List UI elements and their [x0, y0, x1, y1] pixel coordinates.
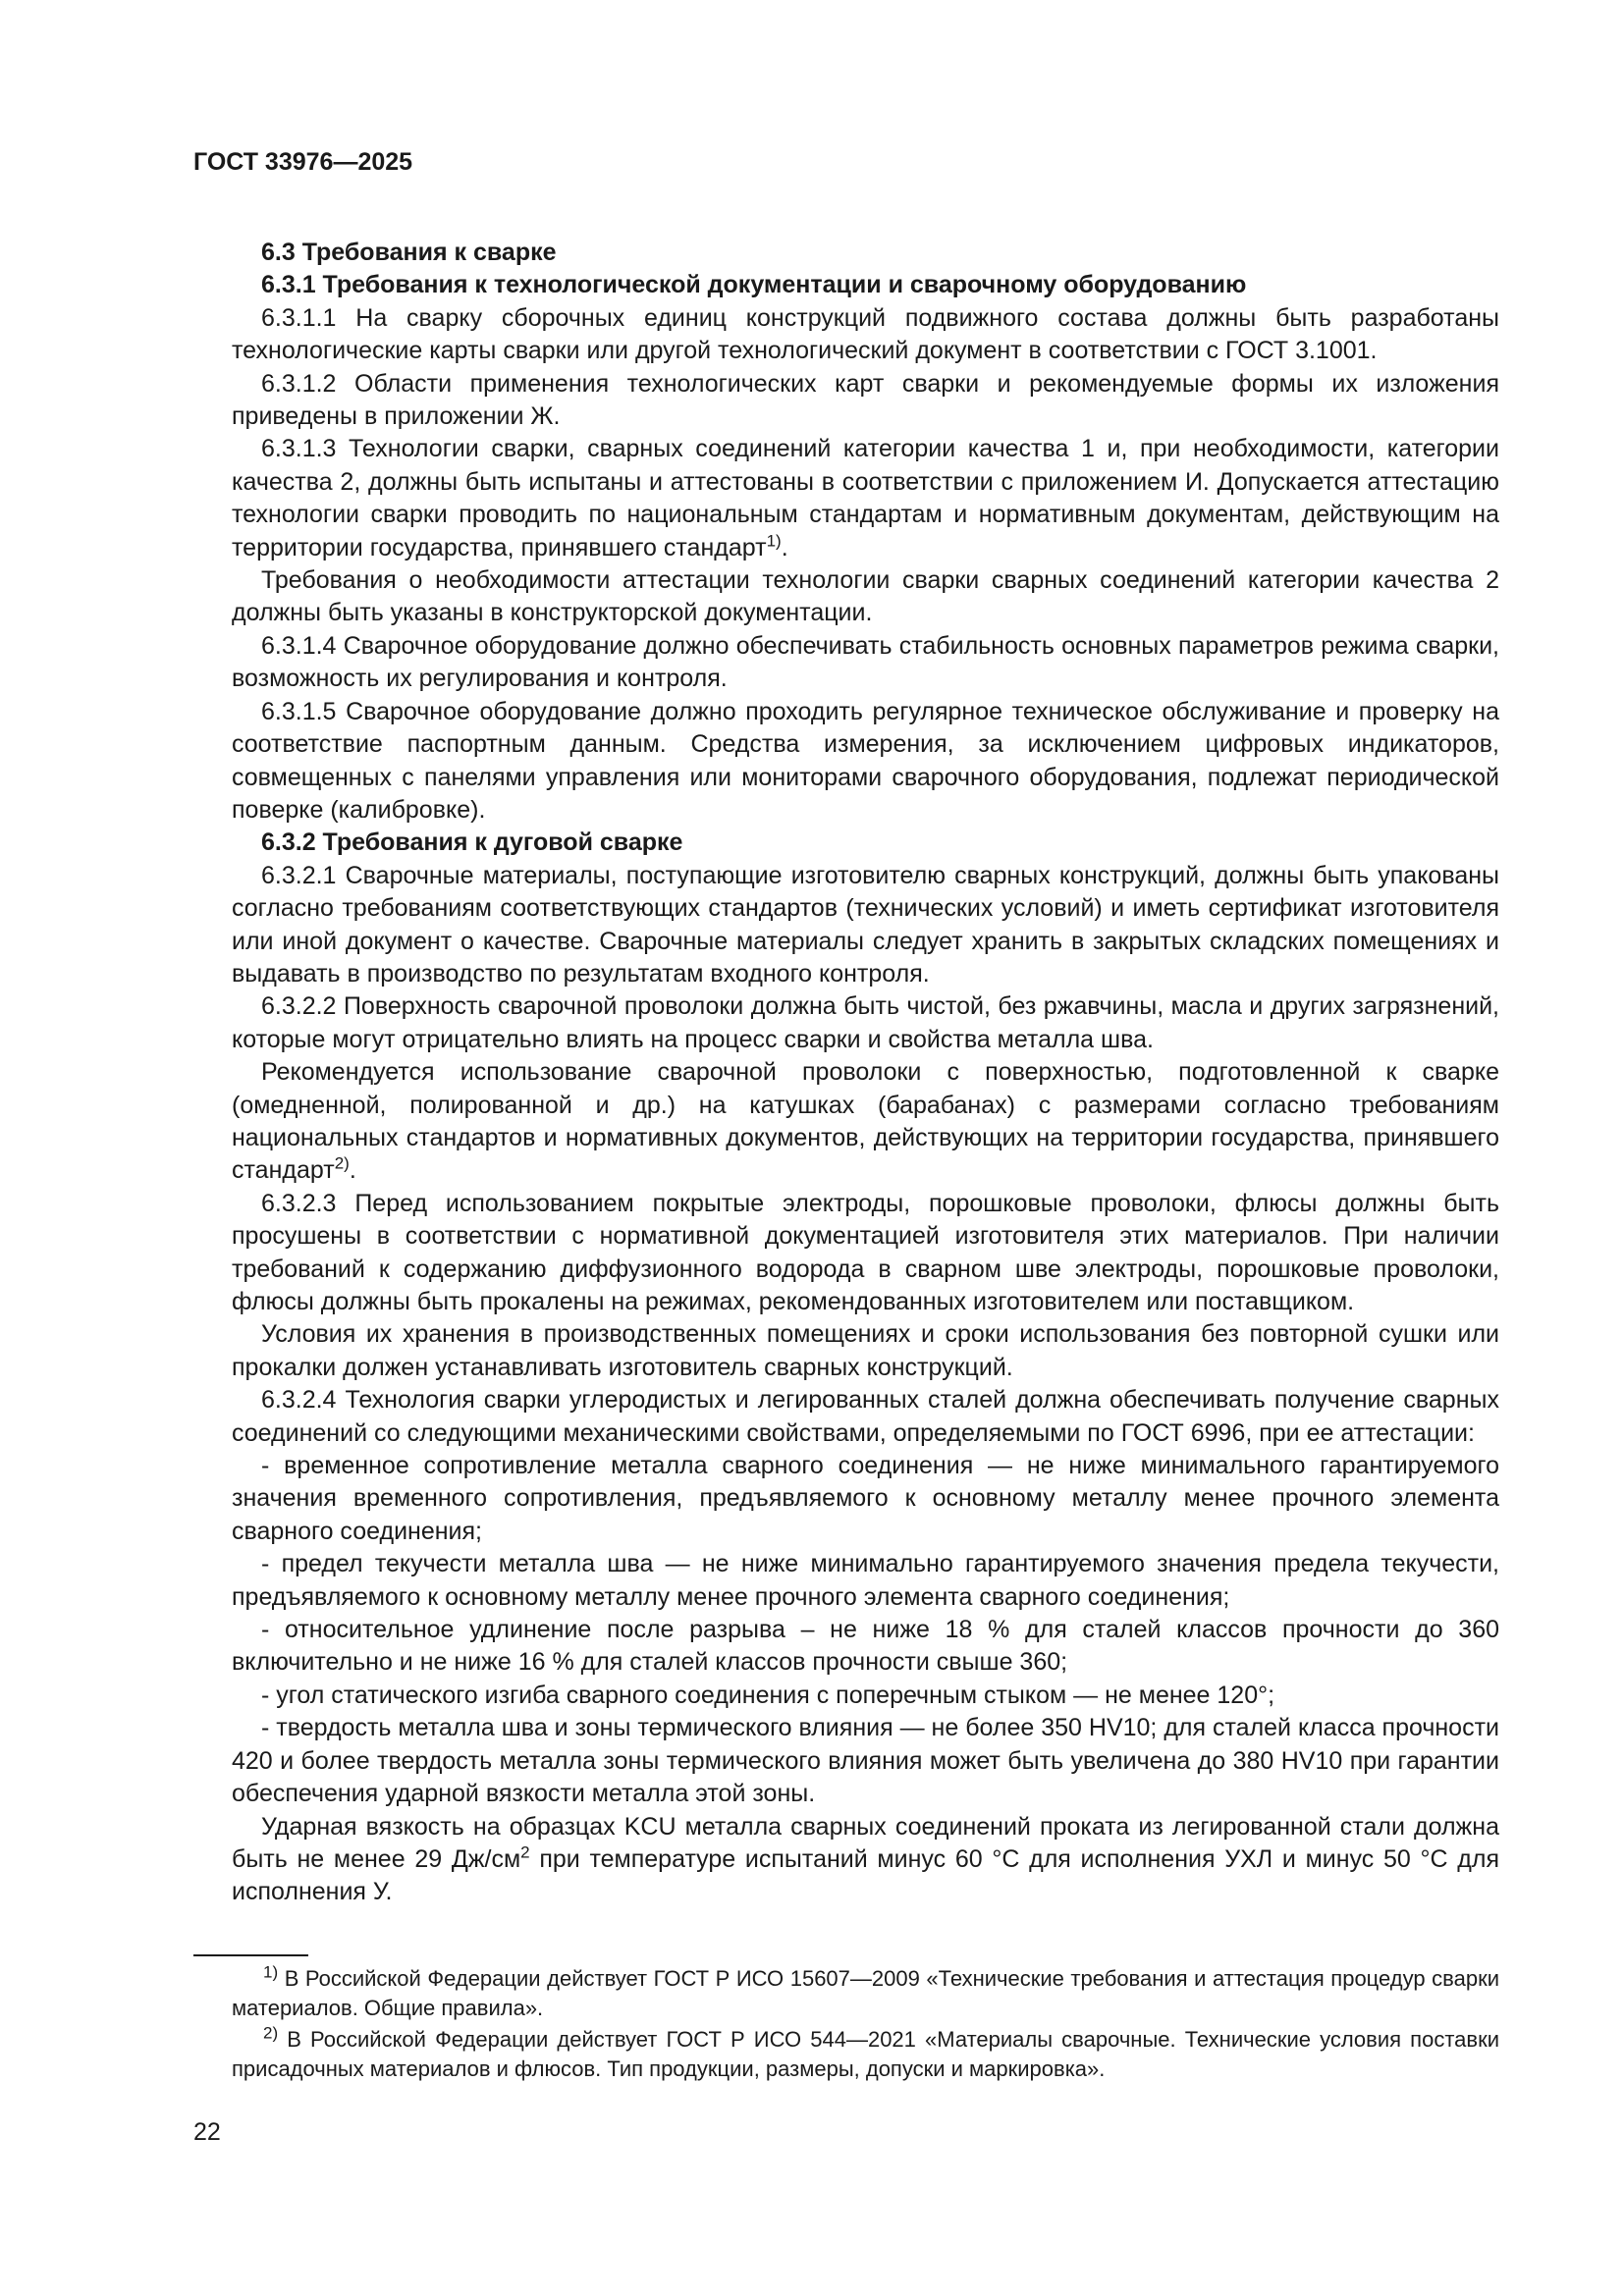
subsection-heading: 6.3.1 Требования к технологической документации и сварочному оборудованию [261, 271, 1247, 299]
paragraph-text: Ударная вязкость на образцах KCU металла сварных соединений проката из легированной стали должна быть не менее 29 Дж/см [232, 1812, 1499, 1873]
list-item: - относительное удлинение после разрыва – не ниже 18 % для сталей классов прочности до 360 включительно и не ниже 16 % для сталей классов прочности свыше 360; [232, 1616, 1499, 1677]
superscript: 2 [520, 1842, 530, 1862]
paragraph: 6.3.1.2 Области применения технологических карт сварки и рекомендуемые формы их изложения приведены в приложении Ж. [232, 369, 1499, 431]
document-header: ГОСТ 33976—2025 [193, 148, 413, 176]
paragraph: Требования о необходимости аттестации технологии сварки сварных соединений категории качества 2 должны быть указаны в конструкторской документации. [232, 566, 1499, 627]
section-heading: 6.3 Требования к сварке [261, 239, 557, 266]
footnote-divider [193, 1954, 308, 1956]
paragraph: 6.3.2.3 Перед использованием покрытые электроды, порошковые проволоки, флюсы должны быть просушены в соответствии с нормативной документацией изготовителя этих материалов. При наличии требований к содержанию диффузионного водорода в сварном шве электроды, порошковые проволоки, флюсы должны быть прокалены на режимах, рекомендованных изготовителем или поставщиком. [232, 1189, 1499, 1315]
footnote-marker: 2) [263, 2023, 279, 2043]
paragraph: 6.3.1.5 Сварочное оборудование должно проходить регулярное техническое обслуживание и проверку на соответствие паспортным данным. Средства измерения, за исключением цифровых индикаторов, совмещенных с панелями управления или мониторами сварочного оборудования, подлежат периодической поверке (калибровке). [232, 697, 1499, 824]
paragraph [232, 1056, 1499, 1188]
paragraph: 6.3.1.1 На сварку сборочных единиц конструкций подвижного состава должны быть разработаны технологические карты сварки или другой технологический документ в соответствии с ГОСТ 3.1001. [232, 303, 1499, 365]
list-item: - временное сопротивление металла сварного соединения — не ниже минимального гарантируемого значения временного сопротивления, предъявляемого к основному металлу менее прочного элемента сварного соединения; [232, 1452, 1499, 1545]
list-item: - предел текучести металла шва — не ниже минимально гарантируемого значения предела текучести, предъявляемого к основному металлу менее прочного элемента сварного соединения; [232, 1550, 1499, 1611]
footnote-ref-2: 2) [334, 1154, 350, 1174]
paragraph-text: Рекомендуется использование сварочной проволоки с поверхностью, подготовленной к сварке (омедненной, полированной и др.) на катушках (барабанах) с размерами согласно требованиям национальных стандартов и нормативных документов, действующих на территории государства, принявшего стандарт [232, 1058, 1499, 1185]
footnote-marker: 1) [263, 1962, 279, 1982]
paragraph: 6.3.2.1 Сварочные материалы, поступающие изготовителю сварных конструкций, должны быть упакованы согласно требованиям соответствующих стандартов (технических условий) и иметь сертификат изготовителя или иной документ о качестве. Сварочные материалы следует хранить в закрытых складских помещениях и выдавать в производство по результатам входного контроля. [232, 861, 1499, 988]
paragraph [232, 1811, 1499, 1909]
footnote [232, 1964, 1499, 2023]
footnote-ref-1: 1) [766, 531, 782, 551]
paragraph-end: . [781, 533, 788, 561]
footnotes [232, 1964, 1499, 2086]
document-body [232, 237, 1499, 1909]
paragraph-text: 6.3.1.3 Технологии сварки, сварных соединений категории качества 1 и, при необходимости, категории качества 2, должны быть испытаны и аттестованы в соответствии с приложением И. Допускается аттестацию технологии сварки проводить по национальным стандартам и нормативным документам, действующим на территории государства, принявшего стандарт [232, 435, 1499, 561]
paragraph: 6.3.2.4 Технология сварки углеродистых и легированных сталей должна обеспечивать получение сварных соединений со следующими механическими свойствами, определяемыми по ГОСТ 6996, при ее аттестации: [232, 1386, 1499, 1447]
paragraph: 6.3.1.4 Сварочное оборудование должно обеспечивать стабильность основных параметров режима сварки, возможность их регулирования и контроля. [232, 631, 1499, 693]
list-item: - твердость металла шва и зоны термического влияния — не более 350 HV10; для сталей класса прочности 420 и более твердость металла зоны термического влияния может быть увеличена до 380 HV10 при гарантии обеспечения ударной вязкости металла этой зоны. [232, 1714, 1499, 1808]
paragraph: Условия их хранения в производственных помещениях и сроки использования без повторной сушки или прокалки должен устанавливать изготовитель сварных конструкций. [232, 1320, 1499, 1381]
paragraph [232, 433, 1499, 564]
footnote-text: В Российской Федерации действует ГОСТ Р ИСО 15607—2009 «Технические требования и аттестация процедур сварки материалов. Общие правила». [232, 1966, 1499, 2020]
paragraph: 6.3.2.2 Поверхность сварочной проволоки должна быть чистой, без ржавчины, масла и других загрязнений, которые могут отрицательно влиять на процесс сварки и свойства металла шва. [232, 992, 1499, 1053]
footnote-text: В Российской Федерации действует ГОСТ Р ИСО 544—2021 «Материалы сварочные. Технические условия поставки присадочных материалов и флюсов. Тип продукции, размеры, допуски и маркировка». [232, 2027, 1499, 2081]
paragraph-text-cont: при температуре испытаний минус 60 °С для исполнения УХЛ и минус 50 °С для исполнения У. [232, 1844, 1500, 1906]
paragraph-end: . [349, 1156, 356, 1185]
page-number: 22 [193, 2118, 221, 2146]
footnote [232, 2025, 1499, 2084]
list-item: - угол статического изгиба сварного соединения с поперечным стыком — не менее 120°; [261, 1681, 1275, 1709]
subsection-heading: 6.3.2 Требования к дуговой сварке [261, 828, 683, 857]
